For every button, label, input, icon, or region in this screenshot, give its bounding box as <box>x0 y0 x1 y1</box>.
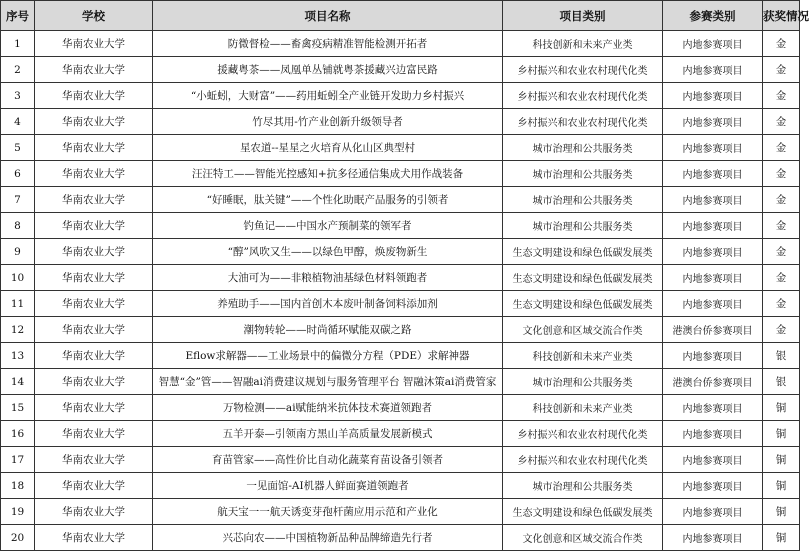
row-project-category: 科技创新和未来产业类 <box>503 395 663 421</box>
table-row <box>1 265 800 291</box>
row-school: 华南农业大学 <box>35 213 153 239</box>
row-project-name: 防微督检——畜禽疫病精准智能检测开拓者 <box>153 31 503 57</box>
row-school: 华南农业大学 <box>35 57 153 83</box>
row-participant-type: 内地参赛项目 <box>663 265 763 291</box>
row-project-category: 生态文明建设和绿色低碳发展类 <box>503 499 663 525</box>
row-award: 金 <box>763 161 800 187</box>
row-project-name: “小蚯蚓，大财富”——药用蚯蚓全产业链开发助力乡村振兴 <box>153 83 503 109</box>
row-school: 华南农业大学 <box>35 135 153 161</box>
row-project-category: 乡村振兴和农业农村现代化类 <box>503 421 663 447</box>
row-index: 14 <box>1 369 35 395</box>
row-award: 金 <box>763 291 800 317</box>
row-participant-type: 内地参赛项目 <box>663 239 763 265</box>
row-project-category: 乡村振兴和农业农村现代化类 <box>503 83 663 109</box>
row-school: 华南农业大学 <box>35 525 153 551</box>
row-project-category: 生态文明建设和绿色低碳发展类 <box>503 291 663 317</box>
table-row <box>1 525 800 551</box>
row-project-name: 钓鱼记——中国水产预制菜的领军者 <box>153 213 503 239</box>
row-award: 铜 <box>763 447 800 473</box>
table-row <box>1 109 800 135</box>
row-index: 11 <box>1 291 35 317</box>
row-award: 铜 <box>763 525 800 551</box>
row-award: 金 <box>763 109 800 135</box>
row-project-category: 乡村振兴和农业农村现代化类 <box>503 109 663 135</box>
table-row <box>1 499 800 525</box>
row-project-name: Eflow求解器——工业场景中的偏微分方程（PDE）求解神器 <box>153 343 503 369</box>
table-row <box>1 57 800 83</box>
row-project-category: 城市治理和公共服务类 <box>503 369 663 395</box>
row-award: 金 <box>763 31 800 57</box>
row-project-name: 万物检测——ai赋能纳米抗体技术赛道领跑者 <box>153 395 503 421</box>
table-row <box>1 161 800 187</box>
row-award: 金 <box>763 135 800 161</box>
row-school: 华南农业大学 <box>35 265 153 291</box>
row-award: 银 <box>763 369 800 395</box>
row-index: 8 <box>1 213 35 239</box>
row-participant-type: 内地参赛项目 <box>663 31 763 57</box>
row-school: 华南农业大学 <box>35 369 153 395</box>
row-school: 华南农业大学 <box>35 499 153 525</box>
row-participant-type: 内地参赛项目 <box>663 109 763 135</box>
table-row <box>1 395 800 421</box>
row-project-name: 大油可为——非粮植物油基绿色材料领跑者 <box>153 265 503 291</box>
header-project-category: 项目类别 <box>503 1 663 31</box>
row-school: 华南农业大学 <box>35 239 153 265</box>
table-row <box>1 239 800 265</box>
row-school: 华南农业大学 <box>35 31 153 57</box>
row-index: 6 <box>1 161 35 187</box>
row-award: 金 <box>763 83 800 109</box>
row-index: 10 <box>1 265 35 291</box>
table-row <box>1 317 800 343</box>
row-participant-type: 内地参赛项目 <box>663 525 763 551</box>
row-project-category: 科技创新和未来产业类 <box>503 31 663 57</box>
row-school: 华南农业大学 <box>35 291 153 317</box>
row-participant-type: 港澳台侨参赛项目 <box>663 369 763 395</box>
table-header <box>1 1 809 31</box>
header-project: 项目名称 <box>153 1 503 31</box>
row-project-category: 乡村振兴和农业农村现代化类 <box>503 57 663 83</box>
row-award: 铜 <box>763 473 800 499</box>
row-project-name: 星农道--星星之火培育从化山区典型村 <box>153 135 503 161</box>
row-award: 金 <box>763 317 800 343</box>
row-project-name: 智慧“金”管——智融ai消费建议规划与服务管理平台 智融沐策ai消费管家 <box>153 369 503 395</box>
row-award: 金 <box>763 213 800 239</box>
row-index: 18 <box>1 473 35 499</box>
row-index: 13 <box>1 343 35 369</box>
row-project-name: 兴芯向农——中国植物新品种品牌缔造先行者 <box>153 525 503 551</box>
header-award: 获奖情况 <box>763 1 800 31</box>
row-index: 7 <box>1 187 35 213</box>
row-index: 4 <box>1 109 35 135</box>
row-participant-type: 内地参赛项目 <box>663 499 763 525</box>
row-project-category: 城市治理和公共服务类 <box>503 213 663 239</box>
row-participant-type: 内地参赛项目 <box>663 57 763 83</box>
table-row <box>1 31 800 57</box>
row-project-name: 援藏粤茶——凤凰单丛铺就粤茶援藏兴边富民路 <box>153 57 503 83</box>
row-participant-type: 内地参赛项目 <box>663 83 763 109</box>
row-index: 2 <box>1 57 35 83</box>
row-index: 9 <box>1 239 35 265</box>
header-school: 学校 <box>35 1 153 31</box>
table-row <box>1 421 800 447</box>
table-row <box>1 187 800 213</box>
row-participant-type: 内地参赛项目 <box>663 213 763 239</box>
row-participant-type: 内地参赛项目 <box>663 161 763 187</box>
row-award: 金 <box>763 239 800 265</box>
row-index: 5 <box>1 135 35 161</box>
row-school: 华南农业大学 <box>35 187 153 213</box>
table-body <box>1 31 800 551</box>
table-row <box>1 213 800 239</box>
row-school: 华南农业大学 <box>35 317 153 343</box>
row-project-category: 城市治理和公共服务类 <box>503 161 663 187</box>
table-row <box>1 369 800 395</box>
table-row <box>1 291 800 317</box>
row-index: 3 <box>1 83 35 109</box>
row-index: 20 <box>1 525 35 551</box>
row-school: 华南农业大学 <box>35 161 153 187</box>
row-index: 12 <box>1 317 35 343</box>
header-participant-type: 参赛类别 <box>663 1 763 31</box>
row-participant-type: 港澳台侨参赛项目 <box>663 317 763 343</box>
header-index: 序号 <box>1 1 35 31</box>
row-project-category: 城市治理和公共服务类 <box>503 187 663 213</box>
row-project-category: 生态文明建设和绿色低碳发展类 <box>503 265 663 291</box>
row-participant-type: 内地参赛项目 <box>663 395 763 421</box>
row-project-category: 乡村振兴和农业农村现代化类 <box>503 447 663 473</box>
table-row <box>1 447 800 473</box>
row-index: 19 <box>1 499 35 525</box>
row-award: 金 <box>763 57 800 83</box>
row-index: 16 <box>1 421 35 447</box>
row-participant-type: 内地参赛项目 <box>663 473 763 499</box>
row-school: 华南农业大学 <box>35 421 153 447</box>
table-row <box>1 135 800 161</box>
row-participant-type: 内地参赛项目 <box>663 447 763 473</box>
row-award: 铜 <box>763 499 800 525</box>
row-school: 华南农业大学 <box>35 83 153 109</box>
row-project-category: 科技创新和未来产业类 <box>503 343 663 369</box>
row-award: 银 <box>763 343 800 369</box>
table-row <box>1 473 800 499</box>
row-award: 金 <box>763 265 800 291</box>
row-award: 铜 <box>763 421 800 447</box>
row-index: 1 <box>1 31 35 57</box>
row-project-category: 文化创意和区域交流合作类 <box>503 317 663 343</box>
row-index: 15 <box>1 395 35 421</box>
header-row <box>1 1 800 31</box>
row-school: 华南农业大学 <box>35 343 153 369</box>
row-project-category: 生态文明建设和绿色低碳发展类 <box>503 239 663 265</box>
row-index: 17 <box>1 447 35 473</box>
row-participant-type: 内地参赛项目 <box>663 343 763 369</box>
row-award: 金 <box>763 187 800 213</box>
row-project-name: 汪汪特工——智能光控感知+抗多径通信集成犬用作战装备 <box>153 161 503 187</box>
row-project-category: 文化创意和区域交流合作类 <box>503 525 663 551</box>
row-project-name: “好睡眠，肽关键”——个性化助眠产品服务的引领者 <box>153 187 503 213</box>
row-school: 华南农业大学 <box>35 447 153 473</box>
row-participant-type: 内地参赛项目 <box>663 187 763 213</box>
row-school: 华南农业大学 <box>35 473 153 499</box>
row-award: 铜 <box>763 395 800 421</box>
row-participant-type: 内地参赛项目 <box>663 421 763 447</box>
row-project-category: 城市治理和公共服务类 <box>503 473 663 499</box>
row-project-category: 城市治理和公共服务类 <box>503 135 663 161</box>
row-project-name: 育苗管家——高性价比自动化蔬菜育苗设备引领者 <box>153 447 503 473</box>
row-project-name: 航天宝一一航天诱变芽孢杆菌应用示范和产业化 <box>153 499 503 525</box>
table-row <box>1 83 800 109</box>
row-participant-type: 内地参赛项目 <box>663 291 763 317</box>
row-project-name: 养殖助手——国内首创木本废叶制备饲料添加剂 <box>153 291 503 317</box>
row-project-name: 潮物转轮——时尚循环赋能双碳之路 <box>153 317 503 343</box>
row-project-name: 竹尽其用-竹产业创新升级领导者 <box>153 109 503 135</box>
row-participant-type: 内地参赛项目 <box>663 135 763 161</box>
row-school: 华南农业大学 <box>35 395 153 421</box>
row-project-name: 一见面馆-AI机器人鲜面赛道领跑者 <box>153 473 503 499</box>
row-school: 华南农业大学 <box>35 109 153 135</box>
row-project-name: 五羊开泰—引领南方黑山羊高质量发展新模式 <box>153 421 503 447</box>
row-project-name: “醇”风吹又生——以绿色甲醇，焕废物新生 <box>153 239 503 265</box>
table-row <box>1 343 800 369</box>
